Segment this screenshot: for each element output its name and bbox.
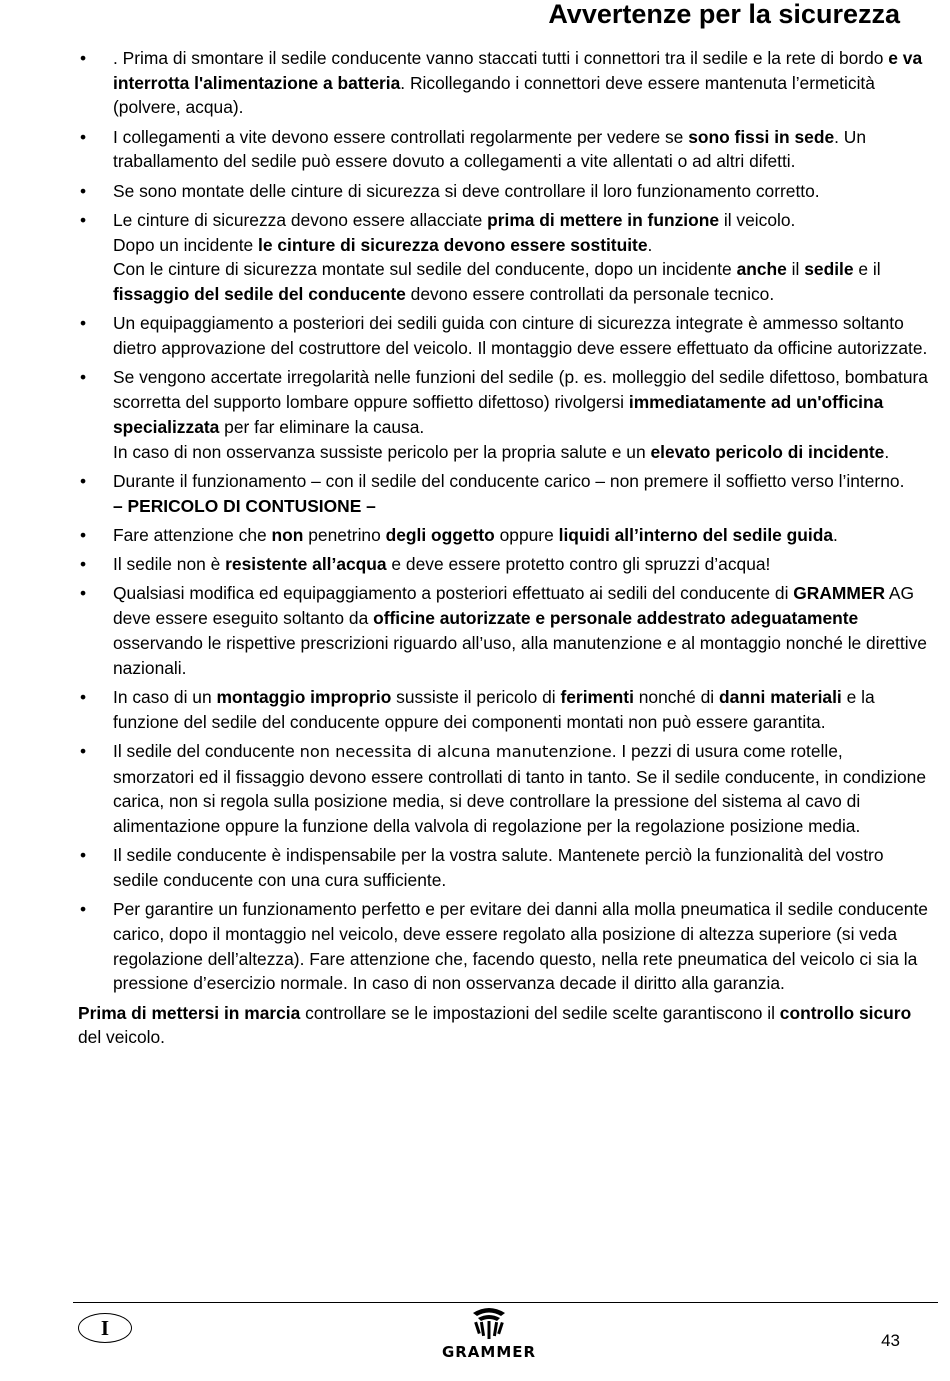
- text-run: e deve essere protetto contro gli spruzzi d’acqua!: [386, 554, 771, 575]
- text-run: e il: [853, 259, 881, 280]
- emphasized-text: officine autorizzate e personale addestrato adeguatamente: [373, 608, 859, 629]
- bullet-icon: •: [80, 367, 87, 388]
- text-run: . Un traballamento del sedile può essere dovuto a collegamenti a vite allentati o ad altri difetti.: [113, 126, 867, 172]
- bullet-icon: •: [80, 470, 87, 491]
- warning-item: [78, 843, 928, 892]
- text-run: Il sedile del conducente: [113, 740, 300, 761]
- text-run: nonché di: [633, 686, 720, 707]
- emphasized-text: ferimenti: [560, 686, 634, 707]
- bullet-icon: •: [80, 48, 87, 68]
- text-run: e la funzione del sedile del conducente oppure dei componenti montati non può essere garantita.: [113, 686, 875, 732]
- logo-text: GRAMMER: [441, 1343, 537, 1361]
- emphasized-text: sono fissi in sede: [688, 126, 835, 147]
- text-run: non necessita di alcuna manutenzione: [299, 741, 612, 761]
- warning-item: [78, 365, 928, 464]
- language-badge: I: [78, 1313, 132, 1343]
- emphasized-text: non: [271, 524, 304, 545]
- text-run: .: [833, 524, 838, 545]
- warning-item: [78, 208, 928, 307]
- text-run: Le cinture di sicurezza devono essere allacciate: [113, 210, 488, 230]
- text-run: Se vengono accertate irregolarità nelle funzioni del sedile (p. es. molleggio del sedile difettoso, bombatura scorretta del supporto lombare oppure soffietto difettoso) rivolgersi: [113, 367, 928, 413]
- text-run: Con le cinture di sicurezza montate sul sedile del conducente, dopo un incidente: [113, 259, 737, 280]
- text-run: controllare se le impostazioni del sedile scelte garantiscono il: [300, 1002, 780, 1023]
- emphasized-text: controllo sicuro: [779, 1002, 912, 1023]
- text-run: .: [884, 441, 890, 462]
- emphasized-text: sedile: [804, 259, 854, 280]
- page-number: 43: [881, 1331, 900, 1350]
- bullet-icon: •: [80, 210, 87, 230]
- text-run: . Ricollegando i connettori deve essere mantenuta l’ermeticità (polvere, acqua).: [113, 72, 875, 118]
- emphasized-text: danni materiali: [719, 686, 842, 707]
- bullet-icon: •: [80, 845, 87, 866]
- text-run: I collegamenti a vite devono essere controllati regolarmente per vedere se: [113, 126, 689, 147]
- emphasized-text: fissaggio del sedile del conducente: [113, 284, 406, 305]
- warning-item: [78, 46, 928, 120]
- warnings-list: [78, 46, 928, 996]
- grammer-wheat-logo-icon: [470, 1307, 508, 1341]
- emphasized-text: immediatamente ad un'officina specializzata: [113, 392, 884, 437]
- emphasized-text: le cinture di sicurezza devono essere sostituite: [258, 234, 648, 255]
- closing-paragraph: [78, 1001, 928, 1050]
- warning-item: [78, 179, 928, 204]
- text-run: oppure: [494, 524, 559, 545]
- text-run: In caso di un: [113, 686, 217, 707]
- emphasized-text: degli oggetto: [385, 524, 495, 545]
- text-run: .: [647, 234, 653, 255]
- text-run: sussiste il pericolo di: [391, 686, 561, 707]
- warning-item: [78, 897, 928, 996]
- emphasized-text: resistente all’acqua: [225, 554, 387, 575]
- text-run: AG deve essere eseguito soltanto da: [113, 583, 915, 629]
- footer-divider: [73, 1302, 938, 1303]
- warning-item: [78, 469, 928, 518]
- text-run: devono essere controllati da personale tecnico.: [405, 284, 775, 305]
- text-run: In caso di non osservanza sussiste pericolo per la propria salute e un: [113, 441, 651, 462]
- text-run: Per garantire un funzionamento perfetto e per evitare dei danni alla molla pneumatica il sedile conducente carico, dopo il montaggio nel veicolo, deve essere regolato alla posizione di altezza superiore (si veda regolazione dell’altezza). Fare attenzione che, facendo questo, nella rete pneumatica del veicolo ci sia la pressione d’esercizio normale. In caso di non osservanza decade il diritto alla garanzia.: [113, 899, 928, 994]
- text-run: . Prima di smontare il sedile conducente vanno staccati tutti i connettori tra il sedile e la rete di bordo: [113, 48, 889, 68]
- text-run: Il sedile non è: [113, 554, 226, 575]
- text-run: per far eliminare la causa.: [219, 416, 425, 437]
- emphasized-text: prima di mettere in funzione: [487, 210, 720, 230]
- text-run: Un equipaggiamento a posteriori dei sedili guida con cinture di sicurezza integrate è ammesso soltanto dietro approvazione del costruttore del veicolo. Il montaggio deve essere effettuato da officine autorizzate.: [113, 313, 928, 359]
- text-run: Qualsiasi modifica ed equipaggiamento a posteriori effettuato ai sedili del conducente di: [113, 583, 794, 604]
- bullet-icon: •: [80, 180, 87, 201]
- bullet-icon: •: [80, 313, 87, 334]
- text-run: Il sedile conducente è indispensabile per la vostra salute. Mantenete perciò la funzionalità del vostro sedile conducente con una cura sufficiente.: [113, 845, 884, 890]
- warning-item: [78, 581, 928, 680]
- warning-item: [78, 685, 928, 734]
- emphasized-text: elevato pericolo di incidente: [650, 441, 885, 462]
- text-run: il: [786, 259, 805, 280]
- text-run: Dopo un incidente: [113, 234, 259, 255]
- bullet-icon: •: [80, 740, 87, 761]
- page-title: Avvertenze per la sicurezza: [548, 0, 900, 29]
- bullet-icon: •: [80, 126, 87, 147]
- warning-item: [78, 552, 928, 577]
- emphasized-text: anche: [736, 259, 787, 280]
- text-run: Fare attenzione che: [113, 524, 272, 545]
- emphasized-text: e va interrotta l'alimentazione a batteria: [113, 48, 923, 93]
- bullet-icon: •: [80, 583, 87, 604]
- bullet-icon: •: [80, 554, 87, 575]
- grammer-logo: [432, 1307, 546, 1363]
- warning-item: [78, 739, 928, 839]
- emphasized-text: liquidi all’interno del sedile guida: [558, 524, 834, 545]
- emphasized-text: – PERICOLO DI CONTUSIONE –: [113, 495, 376, 516]
- warning-item: [78, 523, 928, 548]
- text-run: Se sono montate delle cinture di sicurezza si deve controllare il loro funzionamento corretto.: [113, 180, 820, 201]
- text-run: il veicolo.: [719, 210, 796, 230]
- bullet-icon: •: [80, 686, 87, 707]
- emphasized-text: GRAMMER: [793, 583, 886, 604]
- emphasized-text: montaggio improprio: [216, 686, 392, 707]
- text-run: penetrino: [303, 524, 386, 545]
- bullet-icon: •: [80, 899, 87, 920]
- text-run: . I pezzi di usura come rotelle, smorzatori ed il fissaggio devono essere controllati di tanto in tanto. Se il sedile conducente, in condizione carica, non si regola sulla posizione media, si deve controllare la pressione del sistema al cavo di alimentazione oppure la funzione della valvola di regolazione per la regolazione posizione media.: [113, 740, 927, 836]
- text-run: Durante il funzionamento – con il sedile del conducente carico – non premere il soffietto verso l’interno.: [113, 470, 905, 491]
- bullet-icon: •: [80, 524, 87, 545]
- text-run: osservando le rispettive prescrizioni riguardo all’uso, alla manutenzione e al montaggio nonché le direttive nazionali.: [113, 632, 927, 678]
- warning-item: [78, 125, 928, 174]
- warning-item: [78, 311, 928, 360]
- text-run: del veicolo.: [78, 1027, 166, 1048]
- emphasized-text: Prima di mettersi in marcia: [78, 1002, 301, 1023]
- safety-warnings-content: [78, 46, 928, 1067]
